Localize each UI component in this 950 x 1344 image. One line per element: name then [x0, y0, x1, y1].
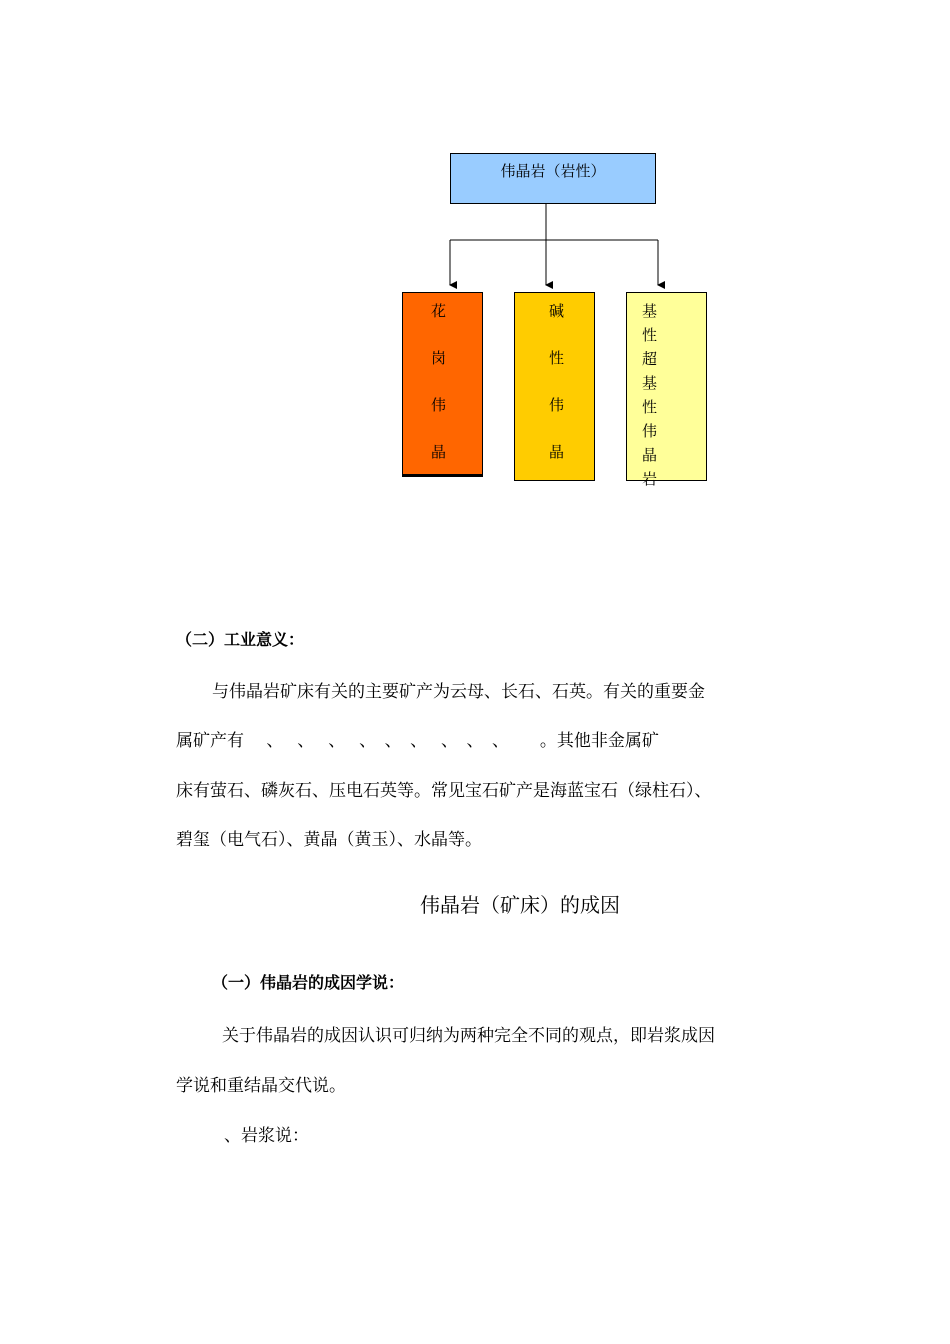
paragraph-line: 碧玺（电气石）、黄晶（黄玉）、水晶等。: [176, 830, 482, 850]
char: 基: [642, 374, 658, 392]
char: 花: [431, 302, 447, 320]
char: 伟: [642, 422, 658, 440]
char: 晶: [549, 443, 565, 461]
char: 性: [642, 326, 658, 344]
branch-alkaline-label: [515, 301, 594, 489]
branch-alkaline-pegmatite: [514, 292, 595, 481]
paragraph-line: 床有萤石、磷灰石、压电石英等。常见宝石矿产是海蓝宝石（绿柱石）、: [176, 781, 712, 801]
branch-basic-ultrabasic-pegmatite: [626, 292, 707, 488]
char: 伟: [431, 396, 447, 414]
char: 晶: [642, 446, 658, 464]
genesis-title: 伟晶岩（矿床）的成因: [420, 893, 620, 917]
root-node-label: 伟晶岩（岩性）: [500, 162, 606, 180]
genesis-subheading: （一）伟晶岩的成因学说：: [212, 973, 405, 992]
branch-granite-pegmatite: [402, 292, 483, 477]
char: 性: [549, 349, 565, 367]
branch-basic-label: [627, 301, 706, 493]
char: 基: [642, 302, 658, 320]
paragraph-line: 关于伟晶岩的成因认识可归纳为两种完全不同的观点，即岩浆成因: [222, 1026, 715, 1046]
char: 碱: [549, 302, 565, 320]
branch-granite-label: [403, 301, 482, 489]
paragraph-line: 学说和重结晶交代说。: [176, 1076, 346, 1096]
char: 岩: [642, 470, 658, 488]
char: 超: [642, 350, 658, 368]
root-node: [450, 153, 656, 204]
char: 岗: [431, 349, 447, 367]
paragraph-line: 与伟晶岩矿床有关的主要矿产为云母、长石、石英。有关的重要金: [212, 682, 705, 702]
char: 伟: [549, 396, 565, 414]
char: 晶: [431, 443, 447, 461]
genesis-item-magma: 、岩浆说：: [224, 1126, 309, 1146]
industrial-heading: （二）工业意义：: [176, 630, 305, 649]
paragraph-line: 属矿产有 、 、 、 、 、 、 、 、 、 。其他非金属矿: [176, 731, 659, 751]
char: 性: [642, 398, 658, 416]
